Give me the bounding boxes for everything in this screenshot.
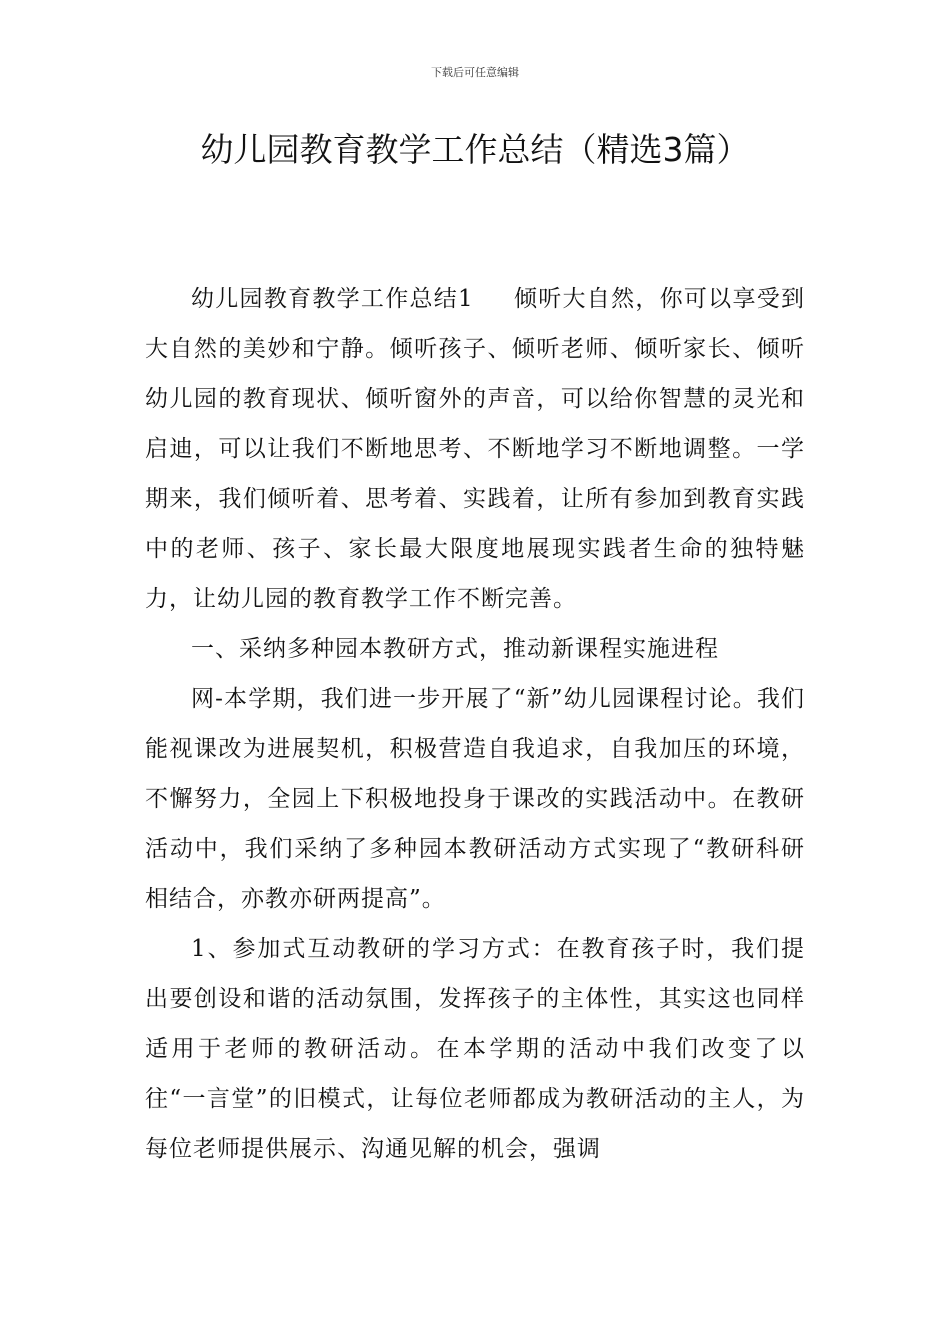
item-1-paragraph: 1、参加式互动教研的学习方式：在教育孩子时，我们提出要创设和谐的活动氛围，发挥孩子的主体性，其实这也同样适用于老师的教研活动。在本学期的活动中我们改变了以往“一言堂”的旧模式，让每位老师都成为教研活动的主人，为每位老师提供展示、沟通见解的机会，强调 — [145, 936, 805, 1162]
document-body — [145, 274, 805, 1174]
intro-paragraph — [145, 274, 805, 624]
intro-heading: 幼儿园教育教学工作总结1 — [191, 286, 474, 312]
section-1-heading: 一、采纳多种园本教研方式，推动新课程实施进程 — [191, 636, 719, 662]
document-title: 幼儿园教育教学工作总结（精选3篇） — [200, 130, 750, 169]
section-1-paragraph: 网-本学期，我们进一步开展了“新”幼儿园课程讨论。我们能视课改为进展契机，积极营造自我追求，自我加压的环境，不懈努力，全园上下积极地投身于课改的实践活动中。在教研活动中，我们采纳了多种园本教研活动方式实现了“教研科研相结合，亦教亦研两提高”。 — [145, 686, 805, 912]
intro-text: 倾听大自然，你可以享受到大自然的美妙和宁静。倾听孩子、倾听老师、倾听家长、倾听幼儿园的教育现状、倾听窗外的声音，可以给你智慧的灵光和启迪，可以让我们不断地思考、不断地学习不断地调整。一学期来，我们倾听着、思考着、实践着，让所有参加到教育实践中的老师、孩子、家长最大限度地展现实践者生命的独特魅力，让幼儿园的教育教学工作不断完善。 — [145, 286, 806, 612]
header-note: 下载后可任意编辑 — [431, 66, 519, 79]
